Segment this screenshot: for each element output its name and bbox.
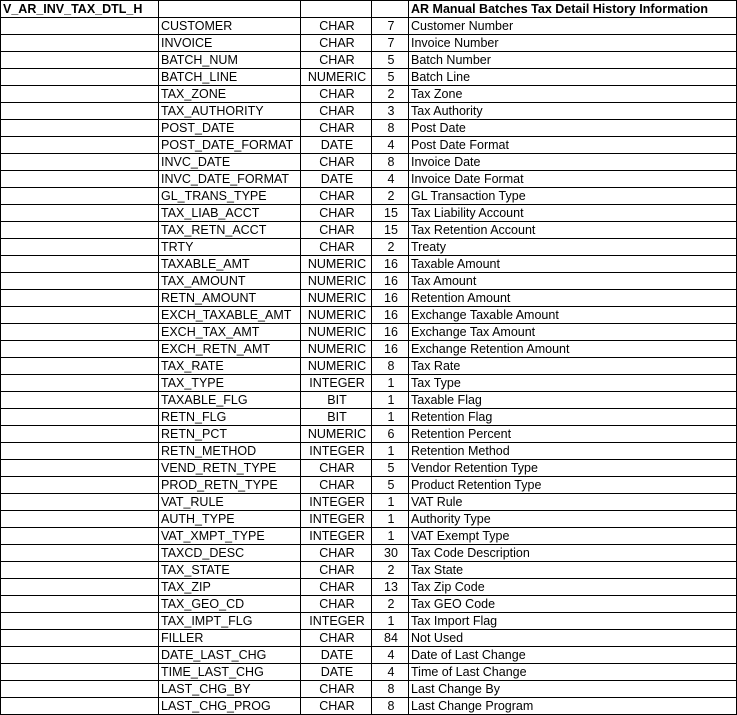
length-cell: 5 <box>372 460 409 477</box>
view-cell <box>1 477 159 494</box>
data-type-cell: CHAR <box>301 579 372 596</box>
description-cell: Taxable Amount <box>409 256 737 273</box>
description-cell: Invoice Date <box>409 154 737 171</box>
view-cell <box>1 579 159 596</box>
table-row <box>1 137 737 154</box>
data-type-cell: CHAR <box>301 103 372 120</box>
header-empty-length <box>372 1 409 18</box>
view-name: V_AR_INV_TAX_DTL_H <box>1 1 159 18</box>
length-cell: 6 <box>372 426 409 443</box>
view-cell <box>1 545 159 562</box>
data-type-cell: INTEGER <box>301 528 372 545</box>
length-cell: 16 <box>372 290 409 307</box>
description-cell: Retention Flag <box>409 409 737 426</box>
table-row <box>1 120 737 137</box>
description-cell: Tax State <box>409 562 737 579</box>
table-row <box>1 698 737 715</box>
view-cell <box>1 392 159 409</box>
description-cell: Exchange Taxable Amount <box>409 307 737 324</box>
table-row <box>1 222 737 239</box>
table-row <box>1 35 737 52</box>
data-type-cell: CHAR <box>301 188 372 205</box>
table-row <box>1 341 737 358</box>
data-type-cell: NUMERIC <box>301 256 372 273</box>
view-cell <box>1 664 159 681</box>
data-type-cell: INTEGER <box>301 443 372 460</box>
view-cell <box>1 86 159 103</box>
data-type-cell: NUMERIC <box>301 307 372 324</box>
table-row <box>1 290 737 307</box>
length-cell: 30 <box>372 545 409 562</box>
description-cell: VAT Rule <box>409 494 737 511</box>
view-cell <box>1 239 159 256</box>
view-cell <box>1 426 159 443</box>
description-cell: Tax Code Description <box>409 545 737 562</box>
data-type-cell: NUMERIC <box>301 358 372 375</box>
field-name-cell: EXCH_TAX_AMT <box>159 324 301 341</box>
data-type-cell: BIT <box>301 392 372 409</box>
length-cell: 2 <box>372 239 409 256</box>
data-type-cell: CHAR <box>301 681 372 698</box>
table-row <box>1 239 737 256</box>
view-cell <box>1 18 159 35</box>
view-cell <box>1 528 159 545</box>
field-name-cell: DATE_LAST_CHG <box>159 647 301 664</box>
table-row <box>1 103 737 120</box>
description-cell: GL Transaction Type <box>409 188 737 205</box>
table-row <box>1 375 737 392</box>
field-name-cell: INVC_DATE_FORMAT <box>159 171 301 188</box>
table-row <box>1 205 737 222</box>
description-cell: Tax Liability Account <box>409 205 737 222</box>
field-name-cell: TAX_TYPE <box>159 375 301 392</box>
view-cell <box>1 205 159 222</box>
description-cell: Tax Retention Account <box>409 222 737 239</box>
data-type-cell: CHAR <box>301 86 372 103</box>
description-cell: Tax Zone <box>409 86 737 103</box>
table-row <box>1 52 737 69</box>
data-type-cell: INTEGER <box>301 511 372 528</box>
table-title: AR Manual Batches Tax Detail History Information <box>409 1 737 18</box>
description-cell: Taxable Flag <box>409 392 737 409</box>
length-cell: 8 <box>372 154 409 171</box>
length-cell: 1 <box>372 494 409 511</box>
table-row <box>1 613 737 630</box>
data-type-cell: CHAR <box>301 239 372 256</box>
view-cell <box>1 171 159 188</box>
description-cell: Invoice Date Format <box>409 171 737 188</box>
view-cell <box>1 103 159 120</box>
table-row <box>1 154 737 171</box>
view-cell <box>1 409 159 426</box>
field-name-cell: LAST_CHG_PROG <box>159 698 301 715</box>
table-row <box>1 647 737 664</box>
view-cell <box>1 324 159 341</box>
description-cell: Vendor Retention Type <box>409 460 737 477</box>
table-row <box>1 579 737 596</box>
length-cell: 16 <box>372 341 409 358</box>
description-cell: Date of Last Change <box>409 647 737 664</box>
view-cell <box>1 375 159 392</box>
data-type-cell: BIT <box>301 409 372 426</box>
table-row <box>1 18 737 35</box>
length-cell: 8 <box>372 358 409 375</box>
view-cell <box>1 341 159 358</box>
view-cell <box>1 630 159 647</box>
length-cell: 1 <box>372 613 409 630</box>
description-cell: Post Date Format <box>409 137 737 154</box>
table-row <box>1 307 737 324</box>
description-cell: Tax Amount <box>409 273 737 290</box>
data-type-cell: CHAR <box>301 477 372 494</box>
view-cell <box>1 494 159 511</box>
data-type-cell: CHAR <box>301 18 372 35</box>
table-row <box>1 358 737 375</box>
table-row <box>1 477 737 494</box>
view-cell <box>1 596 159 613</box>
view-cell <box>1 154 159 171</box>
data-type-cell: NUMERIC <box>301 324 372 341</box>
field-name-cell: TAX_RETN_ACCT <box>159 222 301 239</box>
view-cell <box>1 613 159 630</box>
length-cell: 7 <box>372 18 409 35</box>
view-cell <box>1 698 159 715</box>
view-cell <box>1 562 159 579</box>
length-cell: 15 <box>372 222 409 239</box>
view-cell <box>1 35 159 52</box>
view-cell <box>1 137 159 154</box>
field-name-cell: CUSTOMER <box>159 18 301 35</box>
description-cell: Last Change By <box>409 681 737 698</box>
description-cell: Treaty <box>409 239 737 256</box>
field-name-cell: LAST_CHG_BY <box>159 681 301 698</box>
description-cell: Tax Authority <box>409 103 737 120</box>
table-row <box>1 324 737 341</box>
view-cell <box>1 358 159 375</box>
description-cell: Exchange Tax Amount <box>409 324 737 341</box>
table-row <box>1 409 737 426</box>
view-cell <box>1 681 159 698</box>
field-name-cell: POST_DATE <box>159 120 301 137</box>
table-row <box>1 494 737 511</box>
table-row <box>1 630 737 647</box>
data-type-cell: INTEGER <box>301 494 372 511</box>
field-name-cell: EXCH_RETN_AMT <box>159 341 301 358</box>
length-cell: 8 <box>372 120 409 137</box>
data-type-cell: CHAR <box>301 596 372 613</box>
view-cell <box>1 69 159 86</box>
length-cell: 16 <box>372 324 409 341</box>
length-cell: 3 <box>372 103 409 120</box>
table-row <box>1 562 737 579</box>
field-name-cell: TAXABLE_AMT <box>159 256 301 273</box>
view-cell <box>1 460 159 477</box>
data-type-cell: CHAR <box>301 154 372 171</box>
description-cell: Tax Zip Code <box>409 579 737 596</box>
length-cell: 5 <box>372 69 409 86</box>
length-cell: 16 <box>372 256 409 273</box>
length-cell: 4 <box>372 647 409 664</box>
field-name-cell: BATCH_NUM <box>159 52 301 69</box>
field-name-cell: TAX_ZIP <box>159 579 301 596</box>
field-name-cell: TIME_LAST_CHG <box>159 664 301 681</box>
description-cell: Tax Rate <box>409 358 737 375</box>
length-cell: 15 <box>372 205 409 222</box>
length-cell: 1 <box>372 443 409 460</box>
field-name-cell: RETN_FLG <box>159 409 301 426</box>
field-name-cell: POST_DATE_FORMAT <box>159 137 301 154</box>
data-type-cell: CHAR <box>301 630 372 647</box>
field-name-cell: TAX_IMPT_FLG <box>159 613 301 630</box>
field-name-cell: AUTH_TYPE <box>159 511 301 528</box>
data-type-cell: CHAR <box>301 460 372 477</box>
description-cell: Tax GEO Code <box>409 596 737 613</box>
table-row <box>1 188 737 205</box>
view-cell <box>1 307 159 324</box>
field-name-cell: RETN_PCT <box>159 426 301 443</box>
description-cell: Retention Method <box>409 443 737 460</box>
length-cell: 16 <box>372 273 409 290</box>
description-cell: Not Used <box>409 630 737 647</box>
header-empty-name <box>159 1 301 18</box>
view-cell <box>1 511 159 528</box>
length-cell: 13 <box>372 579 409 596</box>
table-row <box>1 273 737 290</box>
data-type-cell: INTEGER <box>301 613 372 630</box>
description-cell: Tax Import Flag <box>409 613 737 630</box>
field-name-cell: PROD_RETN_TYPE <box>159 477 301 494</box>
field-name-cell: TAX_AMOUNT <box>159 273 301 290</box>
data-type-cell: NUMERIC <box>301 341 372 358</box>
field-name-cell: TAX_AUTHORITY <box>159 103 301 120</box>
table-row <box>1 171 737 188</box>
table-row <box>1 664 737 681</box>
field-name-cell: VAT_XMPT_TYPE <box>159 528 301 545</box>
length-cell: 8 <box>372 698 409 715</box>
field-name-cell: GL_TRANS_TYPE <box>159 188 301 205</box>
view-cell <box>1 52 159 69</box>
length-cell: 2 <box>372 188 409 205</box>
view-cell <box>1 443 159 460</box>
description-cell: Exchange Retention Amount <box>409 341 737 358</box>
field-name-cell: VEND_RETN_TYPE <box>159 460 301 477</box>
description-cell: Post Date <box>409 120 737 137</box>
header-row <box>1 1 737 18</box>
field-name-cell: INVC_DATE <box>159 154 301 171</box>
data-type-cell: CHAR <box>301 120 372 137</box>
description-cell: Retention Amount <box>409 290 737 307</box>
data-type-cell: NUMERIC <box>301 290 372 307</box>
description-cell: Time of Last Change <box>409 664 737 681</box>
table-row <box>1 460 737 477</box>
data-type-cell: NUMERIC <box>301 69 372 86</box>
data-type-cell: CHAR <box>301 52 372 69</box>
description-cell: Batch Number <box>409 52 737 69</box>
data-type-cell: INTEGER <box>301 375 372 392</box>
header-empty-type <box>301 1 372 18</box>
field-name-cell: EXCH_TAXABLE_AMT <box>159 307 301 324</box>
length-cell: 1 <box>372 409 409 426</box>
field-name-cell: TRTY <box>159 239 301 256</box>
table-row <box>1 256 737 273</box>
field-name-cell: TAX_GEO_CD <box>159 596 301 613</box>
table-row <box>1 511 737 528</box>
data-type-cell: DATE <box>301 647 372 664</box>
field-name-cell: RETN_AMOUNT <box>159 290 301 307</box>
length-cell: 2 <box>372 562 409 579</box>
view-cell <box>1 290 159 307</box>
description-cell: Tax Type <box>409 375 737 392</box>
data-type-cell: CHAR <box>301 222 372 239</box>
length-cell: 16 <box>372 307 409 324</box>
length-cell: 1 <box>372 392 409 409</box>
table-row <box>1 528 737 545</box>
length-cell: 1 <box>372 528 409 545</box>
table-row <box>1 392 737 409</box>
field-name-cell: TAX_LIAB_ACCT <box>159 205 301 222</box>
length-cell: 4 <box>372 137 409 154</box>
view-cell <box>1 120 159 137</box>
field-name-cell: VAT_RULE <box>159 494 301 511</box>
length-cell: 2 <box>372 86 409 103</box>
table-row <box>1 86 737 103</box>
data-type-cell: NUMERIC <box>301 426 372 443</box>
length-cell: 5 <box>372 477 409 494</box>
table-row <box>1 596 737 613</box>
description-cell: Product Retention Type <box>409 477 737 494</box>
data-type-cell: CHAR <box>301 205 372 222</box>
field-name-cell: TAX_STATE <box>159 562 301 579</box>
data-type-cell: CHAR <box>301 545 372 562</box>
description-cell: VAT Exempt Type <box>409 528 737 545</box>
field-name-cell: TAX_ZONE <box>159 86 301 103</box>
description-cell: Retention Percent <box>409 426 737 443</box>
field-name-cell: TAX_RATE <box>159 358 301 375</box>
description-cell: Invoice Number <box>409 35 737 52</box>
data-type-cell: DATE <box>301 137 372 154</box>
length-cell: 1 <box>372 375 409 392</box>
length-cell: 4 <box>372 664 409 681</box>
field-name-cell: TAXCD_DESC <box>159 545 301 562</box>
table-row <box>1 426 737 443</box>
data-type-cell: DATE <box>301 664 372 681</box>
data-type-cell: DATE <box>301 171 372 188</box>
length-cell: 7 <box>372 35 409 52</box>
field-name-cell: FILLER <box>159 630 301 647</box>
view-cell <box>1 256 159 273</box>
description-cell: Authority Type <box>409 511 737 528</box>
length-cell: 4 <box>372 171 409 188</box>
description-cell: Last Change Program <box>409 698 737 715</box>
field-name-cell: INVOICE <box>159 35 301 52</box>
description-cell: Customer Number <box>409 18 737 35</box>
table-body <box>1 1 737 715</box>
table-row <box>1 545 737 562</box>
field-name-cell: TAXABLE_FLG <box>159 392 301 409</box>
field-name-cell: BATCH_LINE <box>159 69 301 86</box>
view-cell <box>1 188 159 205</box>
view-cell <box>1 273 159 290</box>
table-row <box>1 681 737 698</box>
data-type-cell: CHAR <box>301 562 372 579</box>
length-cell: 8 <box>372 681 409 698</box>
table-row <box>1 443 737 460</box>
data-type-cell: CHAR <box>301 35 372 52</box>
field-name-cell: RETN_METHOD <box>159 443 301 460</box>
length-cell: 84 <box>372 630 409 647</box>
view-cell <box>1 647 159 664</box>
view-cell <box>1 222 159 239</box>
data-type-cell: CHAR <box>301 698 372 715</box>
description-cell: Batch Line <box>409 69 737 86</box>
data-type-cell: NUMERIC <box>301 273 372 290</box>
length-cell: 1 <box>372 511 409 528</box>
length-cell: 5 <box>372 52 409 69</box>
length-cell: 2 <box>372 596 409 613</box>
table-row <box>1 69 737 86</box>
